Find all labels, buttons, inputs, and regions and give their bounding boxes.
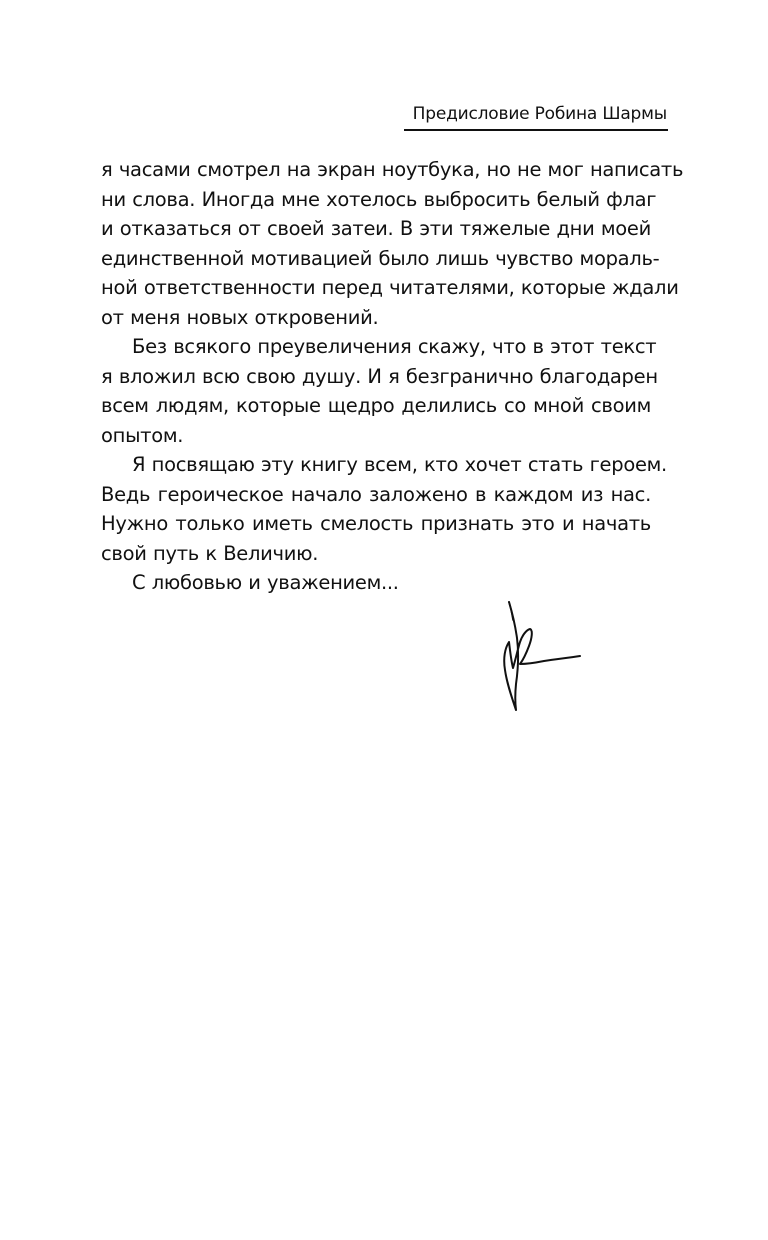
paragraph-gratitude xyxy=(101,332,658,450)
text-line: всем людям, которые щедро делились со мной своим xyxy=(101,394,651,417)
running-head: Предисловие Робина Шармы xyxy=(412,104,667,124)
text-line: Без всякого преувеличения скажу, что в этот текст xyxy=(132,335,657,358)
text-line: ной ответственности перед читателями, которые ждали xyxy=(101,276,679,299)
text-line: Ведь героическое начало заложено в каждом из нас. xyxy=(101,482,651,506)
text-line: и отказаться от своей затеи. В эти тяжелые дни моей xyxy=(101,217,651,240)
paragraph-dedication xyxy=(101,450,667,568)
header-rule xyxy=(404,129,668,131)
handwritten-signature-icon xyxy=(496,598,588,714)
body-text xyxy=(101,155,684,598)
text-line: от меня новых откровений. xyxy=(101,305,379,329)
text-line: С любовью и уважением... xyxy=(132,571,399,594)
text-line: единственной мотивацией было лишь чувство мораль- xyxy=(101,246,660,270)
text-line: опытом. xyxy=(101,423,184,447)
text-line: свой путь к Величию. xyxy=(101,541,319,565)
paragraph-closing xyxy=(101,568,651,598)
text-line: Нужно только иметь смелость признать это и начать xyxy=(101,512,651,535)
text-line: я часами смотрел на экран ноутбука, но не мог написать xyxy=(101,158,684,181)
text-line: я вложил всю свою душу. И я безгранично благодарен xyxy=(101,364,658,388)
paragraph-continuation xyxy=(101,155,684,332)
text-line: Я посвящаю эту книгу всем, кто хочет стать героем. xyxy=(132,453,667,476)
text-line: ни слова. Иногда мне хотелось выбросить белый флаг xyxy=(101,187,657,211)
